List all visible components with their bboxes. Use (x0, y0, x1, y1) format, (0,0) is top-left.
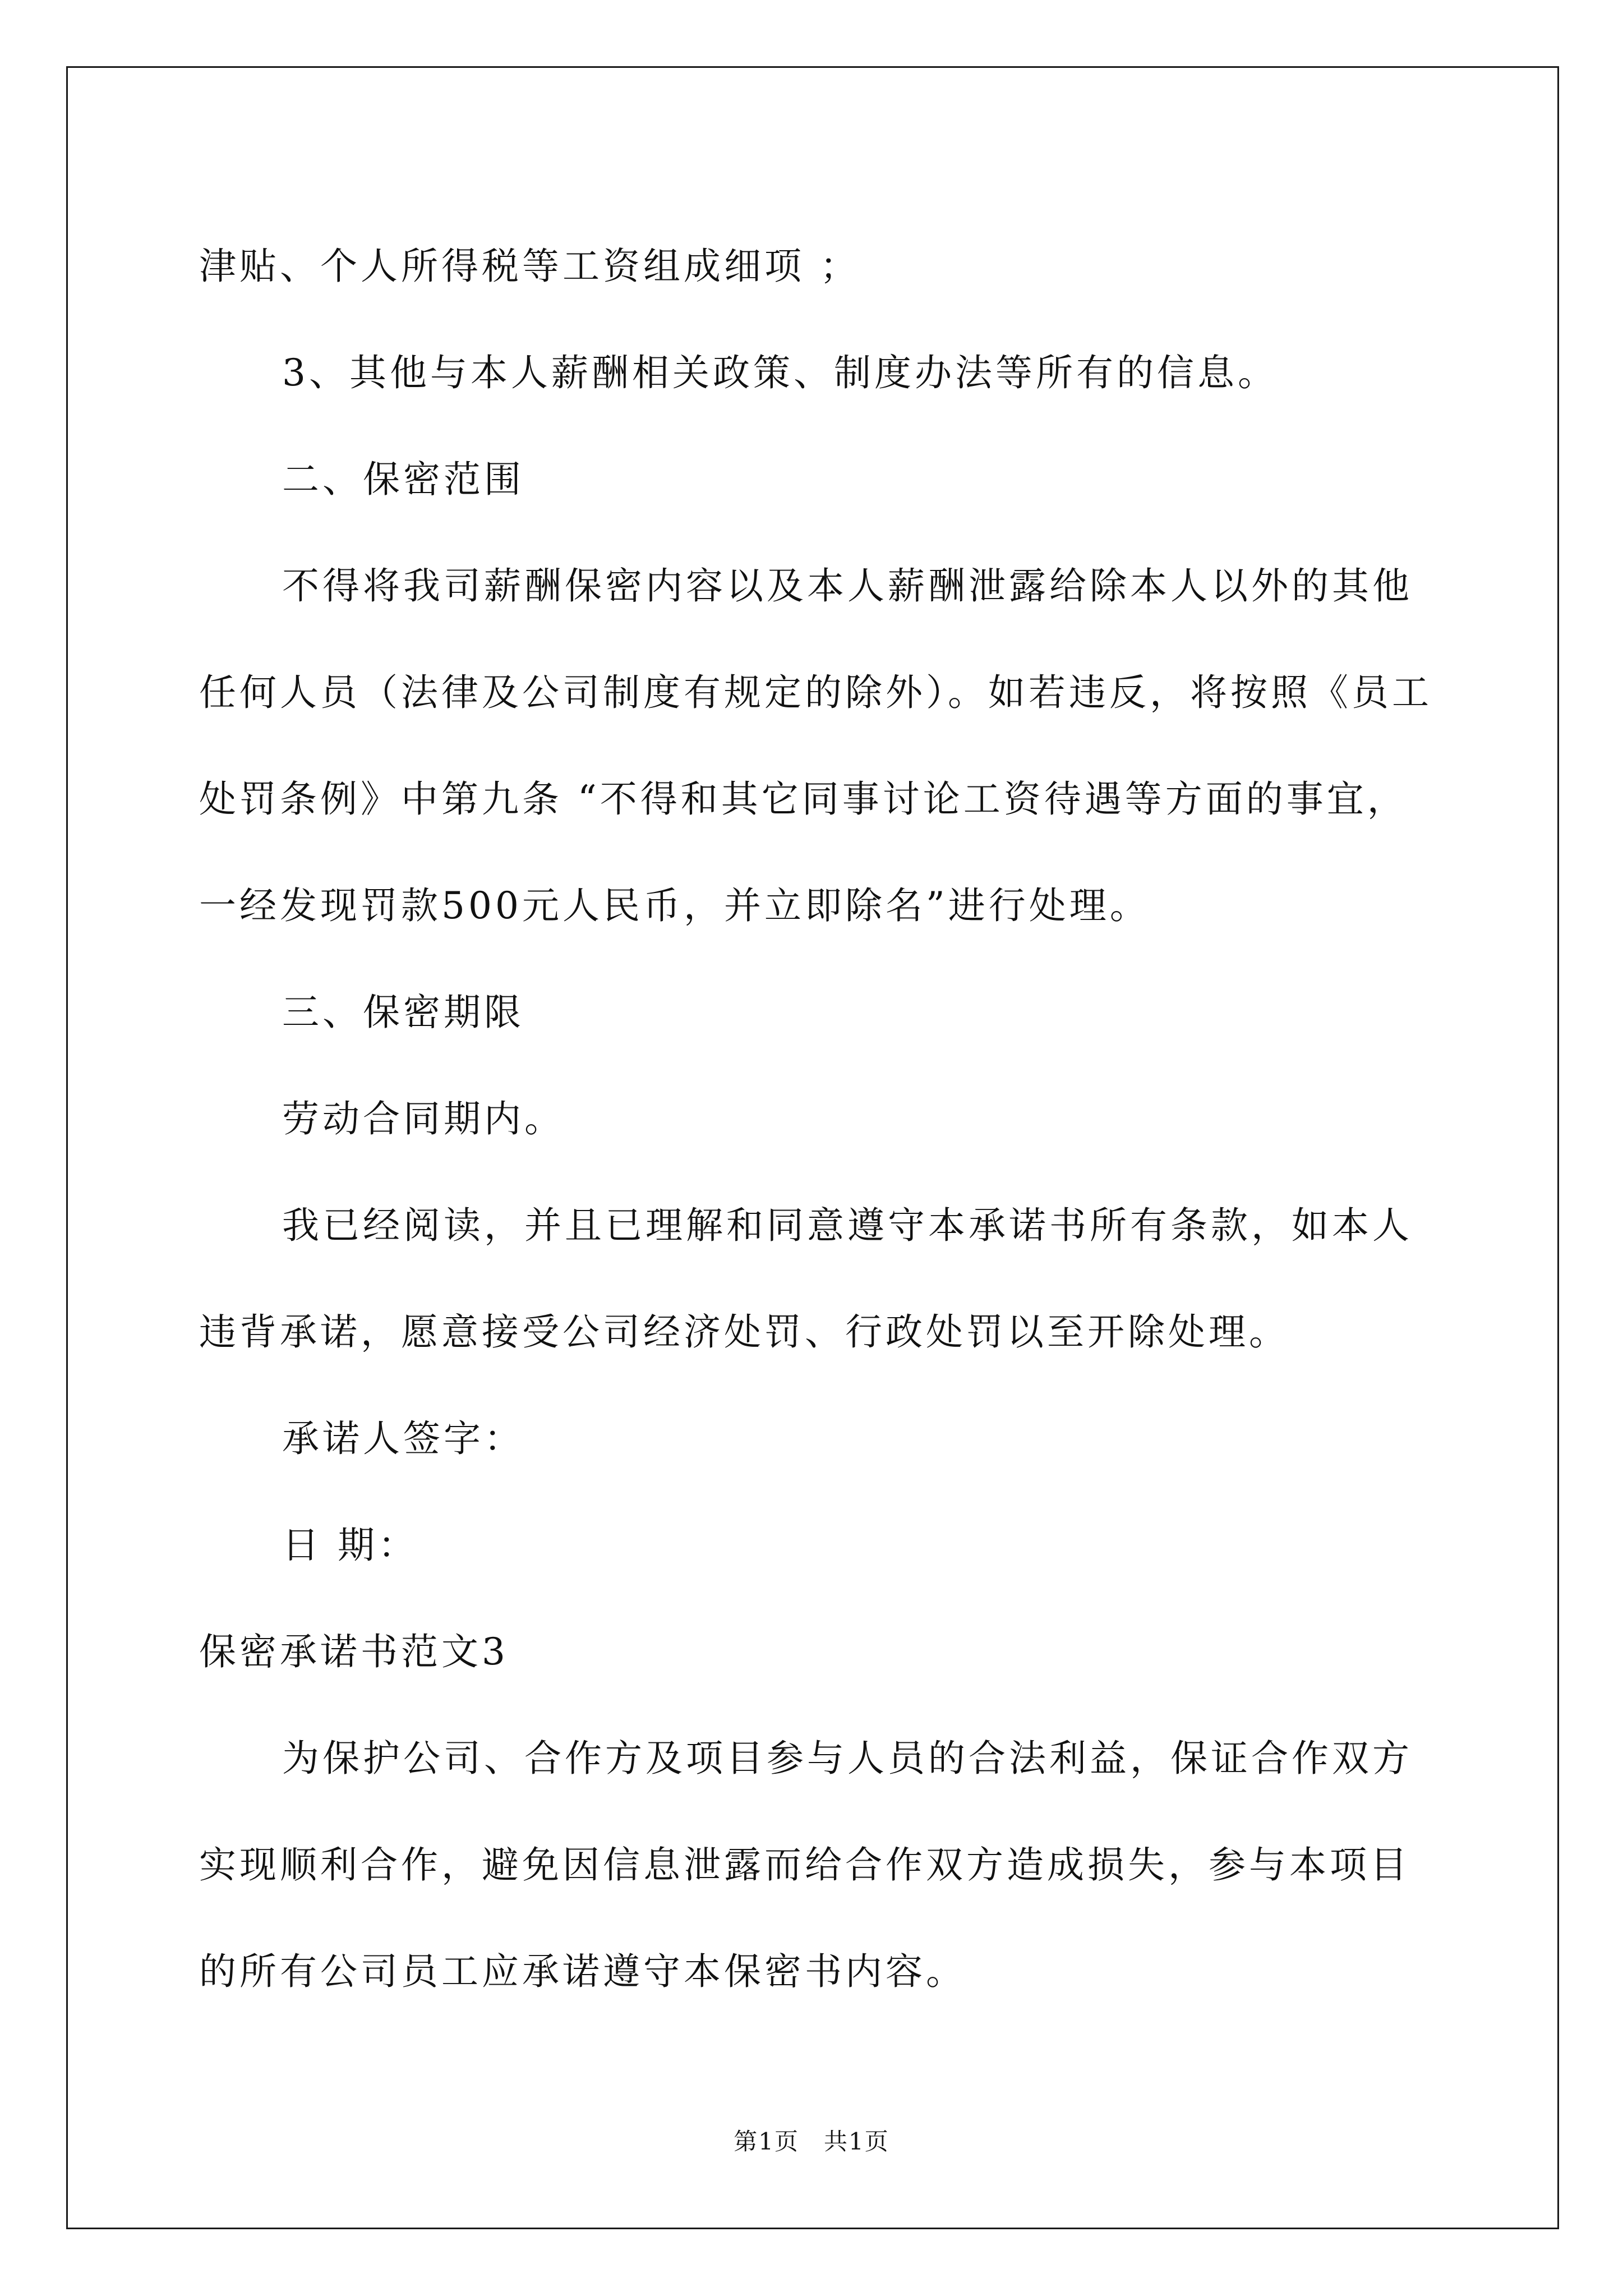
signature-label: 承诺人签字： (282, 1417, 524, 1460)
paragraph-line: 我已经阅读，并且已理解和同意遵守本承诺书所有条款，如本人 (282, 1204, 1413, 1247)
section-heading: 三、保密期限 (282, 991, 524, 1034)
paragraph-line: 实现顺利合作，避免因信息泄露而给合作双方造成损失，参与本项目 (199, 1843, 1410, 1887)
paragraph-line: 一经发现罚款500元人民币，并立即除名”进行处理。 (199, 884, 1150, 927)
paragraph-line: 3、其他与本人薪酬相关政策、制度办法等所有的信息。 (282, 351, 1278, 394)
document-body (199, 213, 1455, 2025)
document-title: 保密承诺书范文3 (199, 1630, 509, 1673)
paragraph-line: 劳动合同期内。 (282, 1097, 565, 1140)
paragraph-line: 违背承诺，愿意接受公司经济处罚、行政处罚以至开除处理。 (199, 1310, 1289, 1354)
paragraph-line: 处罚条例》中第九条 “不得和其它同事讨论工资待遇等方面的事宜， (199, 777, 1408, 821)
paragraph-line: 为保护公司、合作方及项目参与人员的合法利益，保证合作双方 (282, 1737, 1413, 1780)
paragraph-line: 津贴、个人所得税等工资组成细项 ； (199, 245, 860, 288)
date-label: 日 期： (282, 1524, 418, 1567)
paragraph-line: 任何人员（法律及公司制度有规定的除外）。如若违反，将按照《员工 (199, 671, 1432, 714)
page-number: 第1页 共1页 (734, 2128, 889, 2155)
paragraph-line: 的所有公司员工应承诺遵守本保密书内容。 (199, 1950, 966, 1993)
paragraph-line: 不得将我司薪酬保密内容以及本人薪酬泄露给除本人以外的其他 (282, 564, 1413, 608)
section-heading: 二、保密范围 (282, 458, 524, 501)
